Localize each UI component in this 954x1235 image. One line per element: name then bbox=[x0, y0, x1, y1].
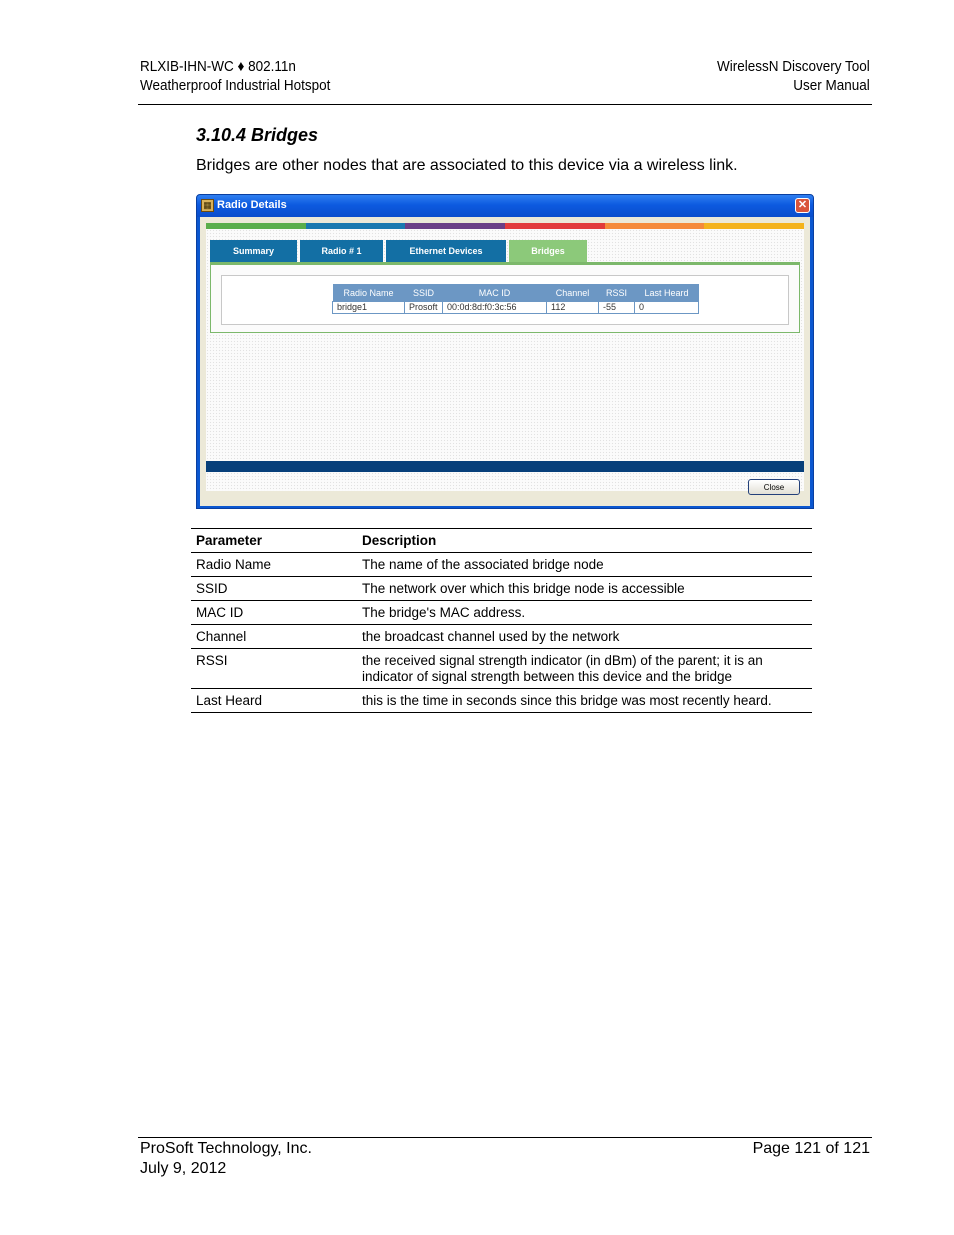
table-row bbox=[191, 577, 812, 601]
footer-divider bbox=[138, 1137, 872, 1138]
window-client bbox=[200, 217, 810, 506]
product-description: Weatherproof Industrial Hotspot bbox=[140, 77, 331, 94]
content-area bbox=[206, 223, 804, 491]
bridges-table-container bbox=[221, 275, 789, 325]
header-parameter: Parameter bbox=[191, 529, 357, 553]
tab-ethernet-devices[interactable]: Ethernet Devices bbox=[386, 240, 506, 262]
app-icon: ▦ bbox=[201, 199, 214, 212]
cell-radio-name: bridge1 bbox=[333, 302, 405, 314]
param-name: Channel bbox=[191, 625, 357, 649]
color-stripe-1 bbox=[206, 223, 306, 229]
parameter-table bbox=[191, 528, 812, 713]
col-mac-id[interactable]: MAC ID bbox=[443, 284, 547, 302]
param-description: this is the time in seconds since this bridge was most recently heard. bbox=[357, 689, 812, 713]
table-row bbox=[191, 625, 812, 649]
param-description: The bridge's MAC address. bbox=[357, 601, 812, 625]
col-rssi[interactable]: RSSI bbox=[599, 284, 635, 302]
page-number: Page 121 of 121 bbox=[752, 1140, 870, 1157]
param-name: Last Heard bbox=[191, 689, 357, 713]
window-titlebar[interactable] bbox=[197, 195, 813, 217]
footer-left bbox=[140, 1139, 312, 1179]
section-intro: Bridges are other nodes that are associated to this device via a wireless link. bbox=[196, 157, 738, 174]
tab-summary[interactable]: Summary bbox=[210, 240, 297, 262]
cell-mac-id: 00:0d:8d:f0:3c:56 bbox=[443, 302, 547, 314]
cell-last-heard: 0 bbox=[635, 302, 699, 314]
table-row[interactable] bbox=[333, 302, 699, 314]
param-description: The name of the associated bridge node bbox=[357, 553, 812, 577]
table-row bbox=[191, 601, 812, 625]
table-row bbox=[191, 553, 812, 577]
col-radio-name[interactable]: Radio Name bbox=[333, 284, 405, 302]
table-row bbox=[191, 689, 812, 713]
publish-date: July 9, 2012 bbox=[140, 1160, 227, 1177]
param-name: RSSI bbox=[191, 649, 357, 689]
manual-title: WirelessN Discovery Tool bbox=[717, 58, 870, 75]
param-description: The network over which this bridge node is accessible bbox=[357, 577, 812, 601]
tab-radio-1[interactable]: Radio # 1 bbox=[300, 240, 383, 262]
header-description: Description bbox=[357, 529, 812, 553]
table-row bbox=[191, 649, 812, 689]
cell-channel: 112 bbox=[547, 302, 599, 314]
color-stripe-2 bbox=[306, 223, 406, 229]
color-stripe-6 bbox=[704, 223, 804, 229]
bridges-table bbox=[332, 284, 699, 314]
manual-type: User Manual bbox=[793, 77, 870, 94]
header-right bbox=[717, 57, 870, 95]
parameter-table-header bbox=[191, 529, 812, 553]
col-channel[interactable]: Channel bbox=[547, 284, 599, 302]
col-last-heard[interactable]: Last Heard bbox=[635, 284, 699, 302]
bridges-table-header bbox=[333, 284, 699, 302]
header-left bbox=[140, 57, 330, 95]
close-icon[interactable]: ✕ bbox=[795, 198, 810, 213]
color-stripe-3 bbox=[405, 223, 505, 229]
param-description: the broadcast channel used by the network bbox=[357, 625, 812, 649]
color-stripe-bar bbox=[206, 223, 804, 229]
param-name: SSID bbox=[191, 577, 357, 601]
tab-bridges[interactable]: Bridges bbox=[509, 240, 587, 264]
close-button[interactable]: Close bbox=[748, 479, 800, 495]
cell-rssi: -55 bbox=[599, 302, 635, 314]
radio-details-window bbox=[196, 194, 814, 509]
product-name: RLXIB-IHN-WC ♦ 802.11n bbox=[140, 58, 296, 75]
bridges-panel bbox=[210, 262, 800, 333]
company-name: ProSoft Technology, Inc. bbox=[140, 1140, 312, 1157]
cell-ssid: Prosoft bbox=[405, 302, 443, 314]
status-bar bbox=[206, 461, 804, 472]
param-name: MAC ID bbox=[191, 601, 357, 625]
window-title: Radio Details bbox=[217, 199, 287, 211]
color-stripe-4 bbox=[505, 223, 605, 229]
param-name: Radio Name bbox=[191, 553, 357, 577]
header-divider bbox=[138, 104, 872, 105]
section-title: 3.10.4 Bridges bbox=[196, 125, 319, 145]
param-description: the received signal strength indicator (in dBm) of the parent; it is an indicator of signal strength between this device and the bridge bbox=[357, 649, 812, 689]
col-ssid[interactable]: SSID bbox=[405, 284, 443, 302]
color-stripe-5 bbox=[605, 223, 705, 229]
